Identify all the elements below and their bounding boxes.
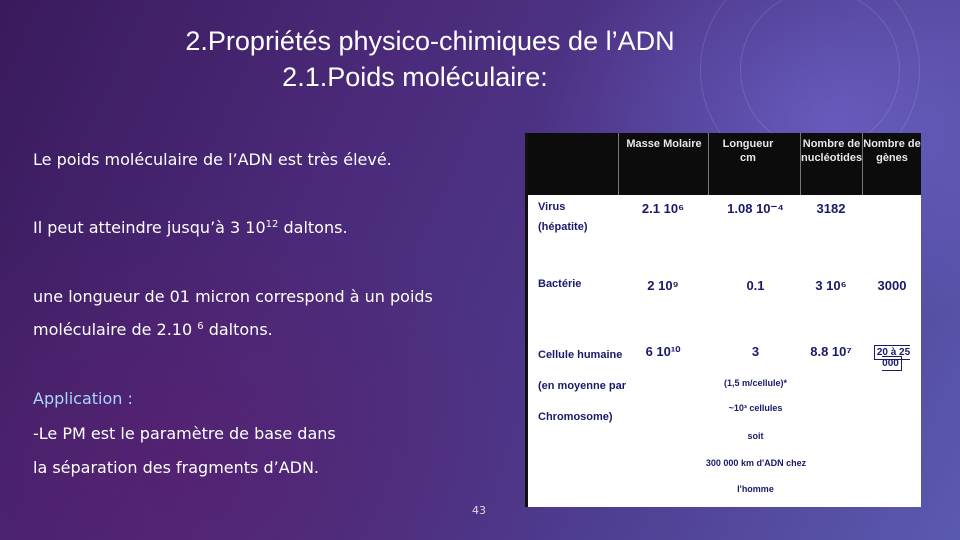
cell-nucleotides-bacterie: 3 10⁶ (815, 278, 847, 293)
longueur-note-2: ~10³ cellules (728, 403, 783, 413)
longueur-note-4: 300 000 km d'ADN chez (705, 458, 807, 468)
header-nucleotides: Nombre de nucléotides (801, 138, 863, 164)
cell-masse-virus: 2.1 10⁶ (641, 201, 685, 216)
cell-masse-bacterie: 2 10⁹ (647, 278, 679, 293)
row-label-line: Virus (538, 201, 566, 213)
slide-number: 43 (472, 504, 486, 517)
row-label-line: (hépatite) (538, 221, 588, 233)
cell-nucleotides-virus: 3182 (816, 201, 846, 216)
application-line1: -Le PM est le paramètre de base dans (33, 424, 336, 443)
cell-longueur-virus: 1.08 10⁻⁴ (727, 201, 784, 216)
header-masse-molaire: Masse Molaire (626, 138, 702, 150)
cell-genes-cellule (864, 347, 920, 369)
genes-value: 20 à 25 000 (874, 345, 910, 371)
slide-title: 2.Propriétés physico-chimiques de l’ADN (185, 26, 675, 56)
application-heading: Application : (33, 389, 133, 408)
paragraph-3-line2 (33, 320, 273, 339)
cell-longueur-bacterie: 0.1 (746, 278, 765, 293)
cell-longueur-cellule: 3 (751, 344, 760, 359)
paragraph-2 (33, 218, 348, 237)
application-line2: la séparation des fragments d’ADN. (33, 458, 320, 477)
row-label-line: (en moyenne par (538, 380, 627, 392)
cell-nucleotides-cellule: 8.8 10⁷ (810, 344, 852, 359)
paragraph-3-text: moléculaire de 2.10 (33, 320, 198, 339)
row-label-line: Cellule humaine (538, 349, 623, 361)
exponent: 6 (197, 321, 204, 332)
table-header (528, 133, 921, 195)
row-label-cellule-humaine (538, 340, 626, 433)
longueur-note-1: (1,5 m/cellule)* (723, 378, 788, 388)
cell-genes-bacterie: 3000 (877, 278, 907, 293)
row-label-line: Bactérie (538, 278, 582, 290)
paragraph-1: Le poids moléculaire de l’ADN est très élevé. (33, 150, 392, 169)
paragraph-2-text: Il peut atteindre jusqu’à 3 10 (33, 218, 266, 237)
exponent: 12 (265, 219, 279, 230)
paragraph-3-line1: une longueur de 01 micron correspond à un poids (33, 287, 433, 306)
cell-masse-cellule: 6 10¹⁰ (645, 344, 681, 359)
longueur-note-5: l'homme (737, 484, 774, 494)
header-longueur: Longueur cm (722, 138, 774, 164)
paragraph-3-text-end: daltons. (203, 320, 273, 339)
row-label-bacterie (538, 274, 581, 294)
dna-properties-table (525, 133, 921, 507)
slide-subtitle: 2.1.Poids moléculaire: (282, 62, 548, 92)
row-label-line: Chromosome) (538, 411, 613, 423)
header-genes: Nombre de gènes (863, 138, 921, 164)
row-label-virus (538, 197, 588, 237)
longueur-note-3: soit (747, 431, 764, 441)
paragraph-2-text-end: daltons. (278, 218, 348, 237)
